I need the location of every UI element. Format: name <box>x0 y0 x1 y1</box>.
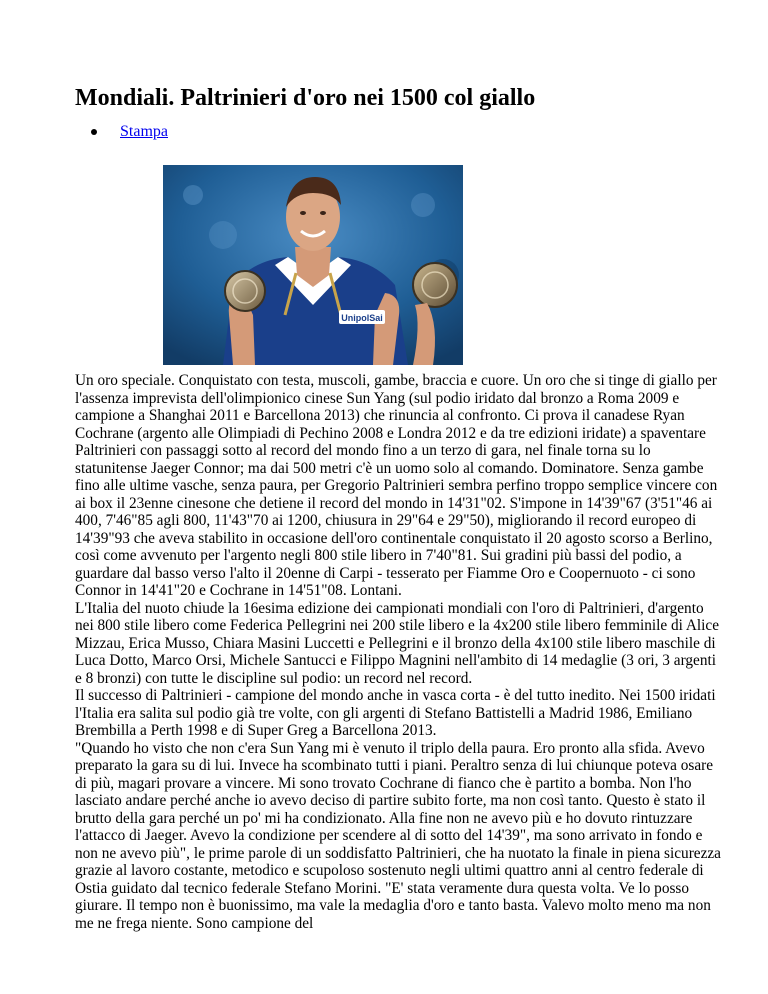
article-body <box>75 372 723 932</box>
article-paragraph: "Quando ho visto che non c'era Sun Yang mi è venuto il triplo della paura. Ero pronto alla sfida. Avevo preparato la gara su di lui. Invece ha scombinato tutti i piani. Peraltro senza di lui chiunque poteva osare di più, magari provare a vincere. Mi sono trovato Cochrane di fianco che è partito a bomba. Non l'ho lasciato andare perché anche io avevo deciso di partire subito forte, ma non così tanto. Questo è stato il brutto della gara perché un po' mi ha condizionato. Alla fine non ne avevo più e ho dovuto rintuzzare l'attacco di Jaeger. Avevo la condizione per scendere al di sotto del 14'39", ma sono arrivato in fondo e non ne avevo più", le prime parole di un soddisfatto Paltrinieri, che ha nuotato la finale in piena sicurezza grazie al lavoro costante, metodico e scupoloso sostenuto negli ultimi quattro anni al centro federale di Ostia guidato dal tecnico federale Stefano Morini. "E' stata veramente dura questa volta. Ve lo posso giurare. Il tempo non è buonissimo, ma vale la medaglia d'oro e tanto basta. Valevo molto meno ma non me ne frega niente. Sono campione del <box>75 739 721 932</box>
toolbar-item-print <box>75 122 168 142</box>
article-title: Mondiali. Paltrinieri d'oro nei 1500 col giallo <box>75 85 536 111</box>
article-paragraph: Un oro speciale. Conquistato con testa, muscoli, gambe, braccia e cuore. Un oro che si tinge di giallo per l'assenza imprevista dell'olimpionico cinese Sun Yang (sul podio iridato dal bronzo a Roma 2009 e campione a Shanghai 2011 e Barcellona 2013) che rinuncia al confronto. Ci prova il canadese Ryan Cochrane (argento alle Olimpiadi di Pechino 2008 e Londra 2012 e da tre edizioni iridate) a spaventare Paltrinieri con passaggi sotto al record del mondo fino a un terzo di gara, nel finale torna su lo statunitense Jaeger Connor; ma dai 500 metri c'è un uomo solo al comando. Dominatore. Senza gambe fino alle ultime vasche, senza paura, per Gregorio Paltrinieri sembra perfino troppo semplice vincere con ai box il 23enne cinesone che detiene il record del mondo in 14'31"02. S'impone in 14'39"67 (3'51"46 ai 400, 7'46"85 agli 800, 11'43"70 ai 1200, chiusura in 29"64 e 29"50), migliorando il record europeo di 14'39"93 che aveva stabilito in occasione dell'oro continentale conquistato il 20 agosto scorso a Berlino, così come avvenuto per l'argento negli 800 stile libero in 7'40"81. Sui gradini più bassi del podio, a guardare dal basso verso l'alto il 20enne di Carpi - tesserato per Fiamme Oro e Coopernuoto - ci sono Connor in 14'41"20 e Cochrane in 14'51"08. Lontani. <box>75 372 718 599</box>
article-photo <box>163 165 463 365</box>
article-paragraph: L'Italia del nuoto chiude la 16esima edizione dei campionati mondiali con l'oro di Paltrinieri, d'argento nei 800 stile libero come Federica Pellegrini nei 200 stile libero e la 4x200 stile libero femminile di Alice Mizzau, Erica Musso, Chiara Masini Luccetti e Pellegrini e il bronzo della 4x100 stile libero maschile di Luca Dotto, Marco Orsi, Michele Santucci e Filippo Magnini nell'ambito di 14 medaglie (3 ori, 3 argenti e 8 bronzi) con tutte le discipline sul podio: un record nel record. <box>75 599 720 687</box>
article-toolbar <box>75 122 168 142</box>
sponsor-logo-text: UnipolSai <box>341 313 383 323</box>
print-link[interactable]: Stampa <box>120 123 168 140</box>
article-paragraph: Il successo di Paltrinieri - campione del mondo anche in vasca corta - è del tutto inedito. Nei 1500 iridati l'Italia era salita sul podio già tre volte, con gli argenti di Stefano Battistelli a Madrid 1986, Emiliano Brembilla a Perth 1998 e di Super Greg a Barcellona 2013. <box>75 687 716 739</box>
bullet-icon <box>91 129 97 135</box>
